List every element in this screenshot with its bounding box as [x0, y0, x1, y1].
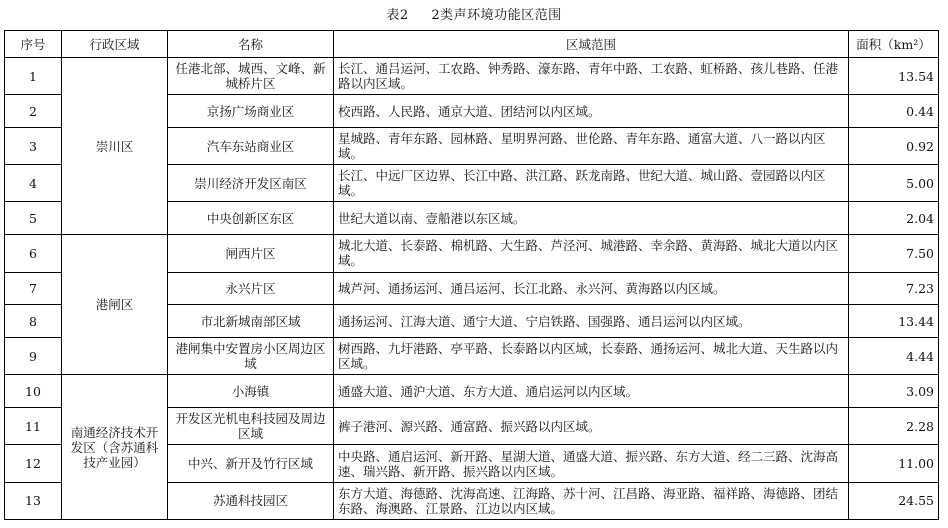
zone-area: 7.23	[849, 272, 939, 305]
zone-name: 中央创新区东区	[168, 202, 334, 235]
zone-range: 东方大道、海德路、沈海高速、江海路、苏十河、江昌路、海亚路、福祥路、海德路、团结东路、海澳路、江景路、江边以内区域。	[334, 482, 849, 519]
caption-title: 2类声环境功能区范围	[431, 8, 562, 23]
header-area: 面积（km²）	[849, 31, 939, 58]
zone-name: 苏通科技园区	[168, 482, 334, 519]
zone-name: 小海镇	[168, 375, 334, 408]
zone-name: 开发区光机电科技园及周边区域	[168, 408, 334, 445]
table-row	[5, 58, 939, 95]
zone-area: 5.00	[849, 165, 939, 202]
row-no: 8	[5, 305, 62, 338]
zone-range: 长江、中远厂区边界、长江中路、洪江路、跃龙南路、世纪大道、城山路、壹园路以内区域。	[334, 165, 849, 202]
row-no: 6	[5, 235, 62, 272]
zone-area: 11.00	[849, 445, 939, 482]
header-range: 区域范围	[334, 31, 849, 58]
zone-range: 星城路、青年东路、园林路、星明界河路、世伦路、青年东路、通富大道、八一路以内区域。	[334, 128, 849, 165]
table-caption	[0, 4, 948, 23]
zone-range: 通盛大道、通沪大道、东方大道、通启运河以内区域。	[334, 375, 849, 408]
zone-name: 任港北部、城西、文峰、新城桥片区	[168, 58, 334, 95]
zone-area: 7.50	[849, 235, 939, 272]
zone-table	[4, 30, 939, 520]
header-no: 序号	[5, 31, 62, 58]
row-no: 13	[5, 482, 62, 519]
row-no: 3	[5, 128, 62, 165]
zone-range: 树西路、九圩港路、亭平路、长泰路以内区域，长泰路、通扬运河、城北大道、天生路以内区域。	[334, 338, 849, 375]
caption-number: 表2	[386, 8, 409, 23]
zone-range: 裤子港河、源兴路、通富路、振兴路以内区域。	[334, 408, 849, 445]
zone-area: 13.44	[849, 305, 939, 338]
row-no: 2	[5, 95, 62, 128]
zone-name: 崇川经济开发区南区	[168, 165, 334, 202]
table-row	[5, 375, 939, 408]
zone-area: 0.44	[849, 95, 939, 128]
row-no: 9	[5, 338, 62, 375]
zone-range: 中央路、通启运河、新开路、星湖大道、通盛大道、振兴路、东方大道、经二三路、沈海高速、瑞兴路、新开路、振兴路以内区域。	[334, 445, 849, 482]
zone-area: 2.28	[849, 408, 939, 445]
row-no: 1	[5, 58, 62, 95]
header-name: 名称	[168, 31, 334, 58]
zone-range: 校西路、人民路、通京大道、团结河以内区域。	[334, 95, 849, 128]
zone-area: 3.09	[849, 375, 939, 408]
zone-area: 2.04	[849, 202, 939, 235]
zone-name: 永兴片区	[168, 272, 334, 305]
table-header-row	[5, 31, 939, 58]
table-row	[5, 235, 939, 272]
district-kaifa: 南通经济技术开发区（含苏通科技产业园）	[62, 375, 168, 520]
zone-name: 市北新城南部区域	[168, 305, 334, 338]
zone-name: 中兴、新开及竹行区域	[168, 445, 334, 482]
zone-range: 世纪大道以南、壹船港以东区域。	[334, 202, 849, 235]
row-no: 11	[5, 408, 62, 445]
zone-name: 港闸集中安置房小区周边区域	[168, 338, 334, 375]
district-chongchuan: 崇川区	[62, 58, 168, 235]
zone-range: 长江、通吕运河、工农路、钟秀路、濠东路、青年中路、工农路、虹桥路、孩儿巷路、任港路以内区域。	[334, 58, 849, 95]
district-gangzha: 港闸区	[62, 235, 168, 375]
header-district: 行政区域	[62, 31, 168, 58]
row-no: 4	[5, 165, 62, 202]
zone-range: 通扬运河、江海大道、通宁大道、宁启铁路、国强路、通吕运河以内区域。	[334, 305, 849, 338]
zone-name: 闸西片区	[168, 235, 334, 272]
zone-area: 13.54	[849, 58, 939, 95]
zone-range: 城北大道、长泰路、棉机路、大生路、芦泾河、城港路、幸余路、黄海路、城北大道以内区域。	[334, 235, 849, 272]
zone-range: 城芦河、通扬运河、通吕运河、长江北路、永兴河、黄海路以内区域。	[334, 272, 849, 305]
row-no: 12	[5, 445, 62, 482]
row-no: 5	[5, 202, 62, 235]
row-no: 10	[5, 375, 62, 408]
zone-name: 汽车东站商业区	[168, 128, 334, 165]
zone-area: 0.92	[849, 128, 939, 165]
zone-name: 京扬广场商业区	[168, 95, 334, 128]
zone-area: 4.44	[849, 338, 939, 375]
zone-area: 24.55	[849, 482, 939, 519]
row-no: 7	[5, 272, 62, 305]
